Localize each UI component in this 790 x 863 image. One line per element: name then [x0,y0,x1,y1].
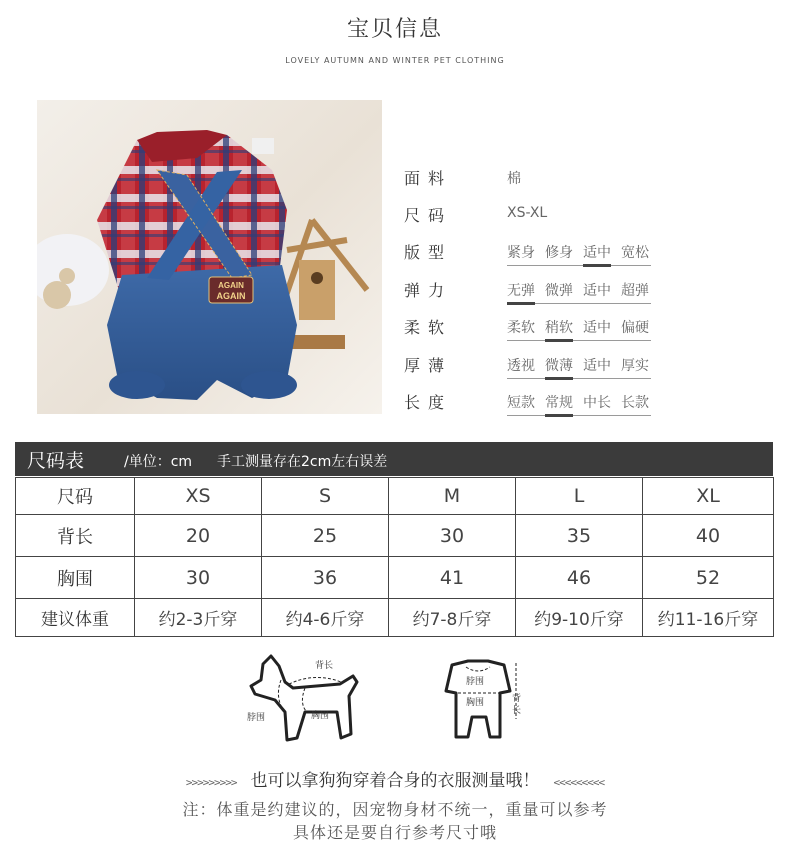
attribute-values [507,280,651,304]
attribute-value: 宽松 [621,245,649,261]
table-header-row [16,478,774,515]
attribute-values [507,355,651,379]
attribute-label: 版型 [404,243,453,262]
table-row [16,515,774,557]
table-cell: 35 [516,515,643,557]
arrows-left-icon: >>>>>>>>> [185,776,237,789]
dog-neck-label: 脖围 [247,713,266,723]
shirt-measurement-diagram [430,657,530,752]
attribute-value: 常规 [545,392,573,413]
dog-chest-label: 胸围 [311,711,330,721]
attribute-value: 稍软 [545,317,573,338]
table-cell: 52 [643,557,774,599]
attribute-value: 适中 [583,242,611,263]
attribute-value: 无弹 [507,280,535,301]
attribute-row-thickness [404,353,704,377]
table-cell: 36 [262,557,389,599]
attribute-value: 适中 [583,283,611,299]
attribute-values [507,168,523,191]
size-table [15,477,774,637]
attribute-label: 弹力 [404,281,453,300]
size-chart-note: 手工测量存在2cm左右误差 [217,454,388,470]
table-cell: S [262,478,389,515]
weight-note-line-2: 具体还是要自行参考尺寸哦 [292,823,497,842]
table-cell: 胸围 [16,557,135,599]
attribute-label: 尺码 [404,206,453,225]
attribute-value: 超弹 [621,283,649,299]
weight-note-line-1: 注：体重是约建议的，因宠物身材不统一，重量可以参考 [182,800,608,819]
table-cell: 约2-3斤穿 [135,599,262,637]
table-cell: M [389,478,516,515]
attribute-value: 偏硬 [621,320,649,336]
table-row [16,557,774,599]
attribute-value: 透视 [507,358,535,374]
table-cell: XL [643,478,774,515]
attribute-label: 面料 [404,169,453,188]
shirt-neck-label: 脖围 [466,677,485,687]
table-cell: 尺码 [16,478,135,515]
patch-text-2: AGAIN [216,291,246,301]
attribute-value: 柔软 [507,320,535,336]
size-chart-title: 尺码表 [27,450,85,472]
attribute-row-size [404,203,704,227]
patch-text-1: AGAIN [218,281,244,290]
attribute-row-fabric [404,166,704,190]
table-cell: 约7-8斤穿 [389,599,516,637]
attribute-row-fit [404,240,704,264]
attribute-label: 长度 [404,393,453,412]
table-cell: 41 [389,557,516,599]
attribute-value: 适中 [583,320,611,336]
table-cell: XS [135,478,262,515]
shirt-back-label-2: 长 [512,706,522,716]
table-cell: 建议体重 [16,599,135,637]
page-title: 宝贝信息 [346,17,443,42]
attribute-row-length [404,390,704,414]
page-subtitle: LOVELY AUTUMN AND WINTER PET CLOTHING [285,56,505,65]
attribute-values [507,205,549,224]
attribute-value: 适中 [583,358,611,374]
shirt-chest-label: 胸围 [466,698,485,708]
table-row [16,599,774,637]
table-cell: 30 [389,515,516,557]
table-cell: 30 [135,557,262,599]
measure-tip-text: 也可以拿狗狗穿着合身的衣服测量哦！ [250,771,540,791]
attribute-value: XS-XL [507,205,548,221]
table-cell: 25 [262,515,389,557]
attribute-values [507,392,651,416]
product-photo [37,100,382,414]
attribute-values [507,242,651,266]
measure-tip-banner [0,766,790,791]
dog-measurement-diagram [245,652,370,752]
size-chart-unit: /单位：cm [124,454,193,470]
arrows-right-icon: <<<<<<<<< [553,776,605,789]
shirt-back-label-1: 背 [512,694,522,704]
table-cell: 约4-6斤穿 [262,599,389,637]
attribute-label: 柔软 [404,318,453,337]
attribute-value: 短款 [507,395,535,411]
attribute-value: 厚实 [621,358,649,374]
attribute-row-softness [404,315,704,339]
attribute-value: 中长 [583,395,611,411]
table-cell: L [516,478,643,515]
table-cell: 约9-10斤穿 [516,599,643,637]
attribute-label: 厚薄 [404,356,453,375]
table-cell: 40 [643,515,774,557]
table-cell: 20 [135,515,262,557]
attribute-value: 紧身 [507,245,535,261]
size-chart-header [15,442,773,476]
attribute-value: 棉 [507,171,521,187]
dog-back-label: 背长 [315,661,334,671]
attribute-row-elasticity [404,278,704,302]
attribute-value: 微弹 [545,283,573,299]
dog-overall-illustration [37,100,382,414]
attribute-values [507,317,651,341]
table-cell: 背长 [16,515,135,557]
table-cell: 约11-16斤穿 [643,599,774,637]
attribute-value: 微薄 [545,355,573,376]
attribute-value: 修身 [545,245,573,261]
table-cell: 46 [516,557,643,599]
attribute-value: 长款 [621,395,649,411]
